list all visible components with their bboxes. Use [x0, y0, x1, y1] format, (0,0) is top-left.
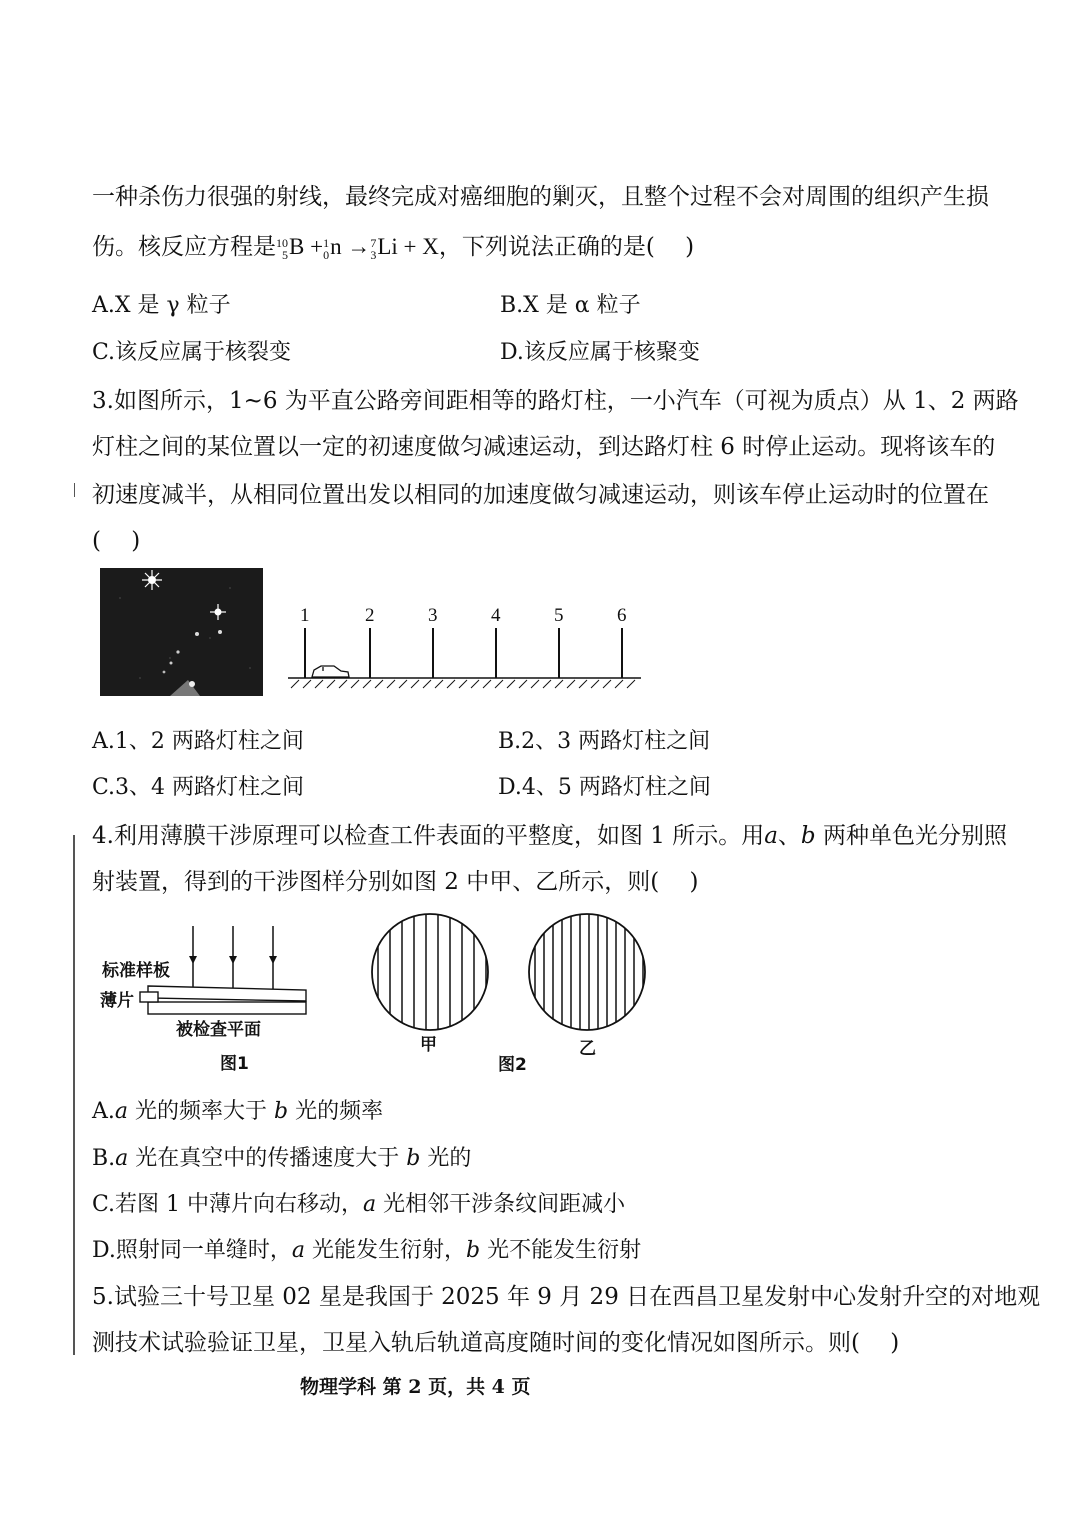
q4-option-d[interactable]	[92, 1233, 641, 1264]
pole-label-6: 6	[617, 605, 627, 626]
q4-light-b: b	[800, 823, 816, 849]
q3-line1: 3.如图所示，1~6 为平直公路旁间距相等的路灯柱，一小汽车（可视为质点）从 1、2 两路	[92, 388, 1019, 414]
q4-a-mid: 光的频率大于	[128, 1099, 275, 1124]
q3-option-c[interactable]: C.3、4 两路灯柱之间	[92, 775, 305, 800]
q4-a-post: 光的频率	[288, 1099, 384, 1124]
q4-b-mid: 光在真空中的传播速度大于	[128, 1146, 407, 1171]
eq-tail: + X	[403, 234, 439, 259]
label-jia: 甲	[420, 1035, 437, 1055]
q5-line2: 测技术试验验证卫星，卫星入轨后轨道高度随时间的变化情况如图所示。则( )	[92, 1330, 900, 1356]
pole-label-2: 2	[365, 605, 375, 626]
q2-line1: 一种杀伤力很强的射线，最终完成对癌细胞的剿灭，且整个过程不会对周围的组织产生损	[92, 184, 989, 210]
q4-a-light-a: a	[114, 1099, 129, 1124]
q3-option-a[interactable]: A.1、2 两路灯柱之间	[92, 729, 304, 754]
q3-option-d[interactable]: D.4、5 两路灯柱之间	[498, 775, 711, 800]
q4-line2: 射装置，得到的干涉图样分别如图 2 中甲、乙所示，则( )	[92, 869, 699, 895]
car-icon	[312, 666, 349, 677]
q4-c-pre: C.若图 1 中薄片向右移动，	[92, 1192, 364, 1217]
pole-label-4: 4	[491, 605, 501, 626]
q2-option-c[interactable]: C.该反应属于核裂变	[92, 340, 292, 365]
q4-d-post: 光不能发生衍射	[480, 1238, 642, 1263]
pole-label-1: 1	[300, 605, 310, 626]
margin-line	[73, 835, 75, 1355]
q2-option-d[interactable]: D.该反应属于核聚变	[500, 340, 700, 365]
q2-line2-post: ，下列说法正确的是( )	[438, 234, 695, 260]
q4-option-b[interactable]	[92, 1141, 471, 1172]
q4-b-light-a: a	[115, 1146, 129, 1171]
li-mass: 7	[370, 235, 377, 250]
figure2-caption: 图2	[498, 1055, 527, 1075]
q3-line2: 灯柱之间的某位置以一定的初速度做匀减速运动，到达路灯柱 6 时停止运动。现将该车的	[92, 434, 996, 460]
streetlight-photo	[100, 568, 263, 696]
page-footer: 物理学科 第 2 页，共 4 页	[300, 1376, 531, 1398]
q4-line1-post: 两种单色光分别照	[815, 823, 1007, 849]
q4-line1	[92, 817, 1007, 850]
q3-line4: ( )	[92, 528, 141, 554]
pole-label-3: 3	[428, 605, 438, 626]
li-charge: 3	[370, 247, 377, 262]
b-nuclide-index	[276, 237, 288, 261]
q4-d-pre: D.照射同一单缝时，	[92, 1238, 292, 1263]
figure1-thin-film	[96, 918, 326, 1078]
margin-tick	[74, 483, 75, 497]
b-mass: 10	[276, 235, 288, 250]
b-symbol: B	[289, 234, 305, 259]
q4-d-light-b: b	[465, 1238, 481, 1263]
q2-option-b[interactable]: B.X 是 α 粒子	[500, 293, 641, 318]
q4-a-pre: A.	[92, 1099, 115, 1124]
q4-b-light-b: b	[406, 1146, 421, 1171]
figure1-caption: 图1	[220, 1054, 249, 1074]
q3-option-b[interactable]: B.2、3 两路灯柱之间	[498, 729, 711, 754]
li-nuclide-index	[370, 237, 376, 261]
road-diagram	[285, 600, 645, 690]
q4-d-light-a: a	[291, 1238, 305, 1263]
n-symbol: n	[330, 234, 342, 259]
n-charge: 0	[323, 247, 330, 262]
q5-line1: 5.试验三十号卫星 02 星是我国于 2025 年 9 月 29 日在西昌卫星发射中心发射升空的对地观	[92, 1284, 1041, 1310]
q4-option-a[interactable]	[92, 1094, 383, 1125]
label-yi: 乙	[579, 1039, 596, 1059]
q4-option-c[interactable]	[92, 1187, 625, 1218]
eq-plus: +	[310, 234, 324, 259]
q4-b-pre: B.	[92, 1146, 116, 1171]
label-standard-plate: 标准样板	[102, 961, 170, 981]
q4-c-light-a: a	[363, 1192, 377, 1217]
figure2-patterns	[360, 912, 660, 1077]
eq-arrow: →	[347, 234, 371, 259]
q4-line1-pre: 4.利用薄膜干涉原理可以检查工件表面的平整度，如图 1 所示。用	[92, 823, 765, 849]
q2-option-a[interactable]: A.X 是 γ 粒子	[92, 293, 231, 318]
q4-c-post: 光相邻干涉条纹间距减小	[376, 1192, 626, 1217]
n-mass: 1	[323, 235, 330, 250]
q4-light-a: a	[764, 823, 778, 849]
pole-label-5: 5	[554, 605, 564, 626]
q2-line2	[92, 228, 694, 261]
q4-sep: 、	[777, 823, 801, 849]
q4-b-post: 光的	[420, 1146, 472, 1171]
q3-line3: 初速度减半，从相同位置出发以相同的加速度做匀减速运动，则该车停止运动时的位置在	[92, 482, 989, 508]
q2-line2-pre: 伤。核反应方程是	[92, 234, 276, 260]
b-charge: 5	[282, 247, 288, 262]
q4-a-light-b: b	[274, 1099, 289, 1124]
n-nuclide-index	[323, 237, 329, 261]
label-film: 薄片	[100, 991, 134, 1011]
nuclear-equation	[276, 234, 439, 262]
q4-d-mid: 光能发生衍射，	[304, 1238, 466, 1263]
li-symbol: Li	[377, 234, 398, 259]
label-test-plane: 被检查平面	[176, 1020, 261, 1040]
